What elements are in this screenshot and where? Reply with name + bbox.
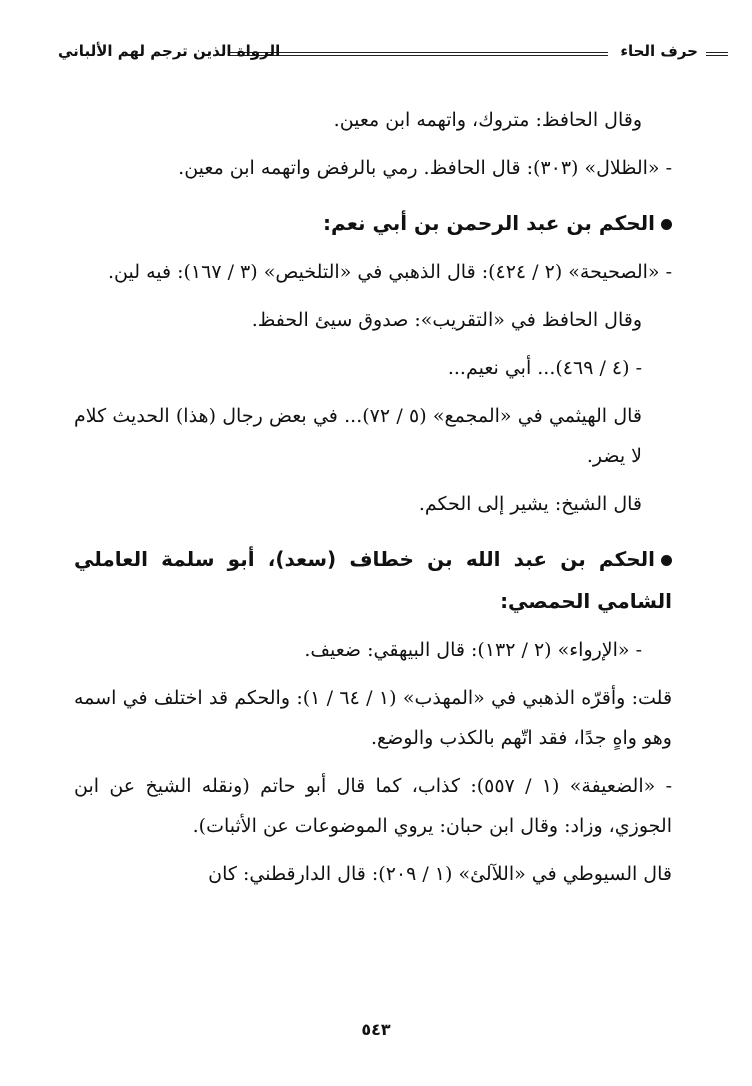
- paragraph: وقال الحافظ: متروك، واتهمه ابن معين.: [333, 109, 642, 131]
- entry-heading: [74, 202, 672, 244]
- paragraph: - (٤ / ٤٦٩)... أبي نعيم...: [447, 357, 642, 379]
- paragraph: قال السيوطي في «اللآلئ» (١ / ٢٠٩): قال الدارقطني: كان: [208, 863, 672, 885]
- paragraph: - «الضعيفة» (١ / ٥٥٧): كذاب، كما قال أبو حاتم (ونقله الشيخ عن ابن الجوزي، وزاد: وقال ابن حبان: يروي الموضوعات عن الأثبات).: [74, 775, 672, 837]
- running-header: [58, 40, 698, 66]
- paragraph: - «الصحيحة» (٢ / ٤٢٤): قال الذهبي في «التلخيص» (٣ / ١٦٧): فيه لين.: [108, 261, 672, 283]
- header-chapter: حرف الحاء: [620, 42, 698, 60]
- header-rule-lead: [706, 52, 728, 56]
- entry-heading-text: الحكم بن عبد الرحمن بن أبي نعم:: [323, 211, 655, 235]
- entry-heading-text: الحكم بن عبد الله بن خطاف (سعد)، أبو سلمة العاملي الشامي الحمصي:: [74, 547, 672, 613]
- entry-heading: [74, 538, 672, 622]
- paragraph: قال الشيخ: يشير إلى الحكم.: [418, 493, 642, 515]
- page-number: ٥٤٣: [361, 1020, 391, 1039]
- header-rule: [228, 52, 608, 56]
- paragraph: - «الإرواء» (٢ / ١٣٢): قال البيهقي: ضعيف.: [304, 639, 642, 661]
- header-title: الرواة الذين ترجم لهم الألباني: [58, 42, 281, 60]
- paragraph: قلت: وأقرّه الذهبي في «المهذب» (١ / ٦٤ / ١): والحكم قد اختلف في اسمه وهو واهٍ جدًا، فقد اتّهم بالكذب والوضع.: [74, 687, 673, 749]
- bullet-icon: [661, 219, 672, 230]
- page-content: [74, 100, 672, 902]
- paragraph: قال الهيثمي في «المجمع» (٥ / ٧٢)... في بعض رجال (هذا) الحديث كلام لا يضر.: [74, 405, 642, 467]
- paragraph: وقال الحافظ في «التقريب»: صدوق سيئ الحفظ.: [251, 309, 642, 331]
- bullet-icon: [661, 555, 672, 566]
- paragraph: - «الظلال» (٣٠٣): قال الحافظ. رمي بالرفض واتهمه ابن معين.: [178, 157, 672, 179]
